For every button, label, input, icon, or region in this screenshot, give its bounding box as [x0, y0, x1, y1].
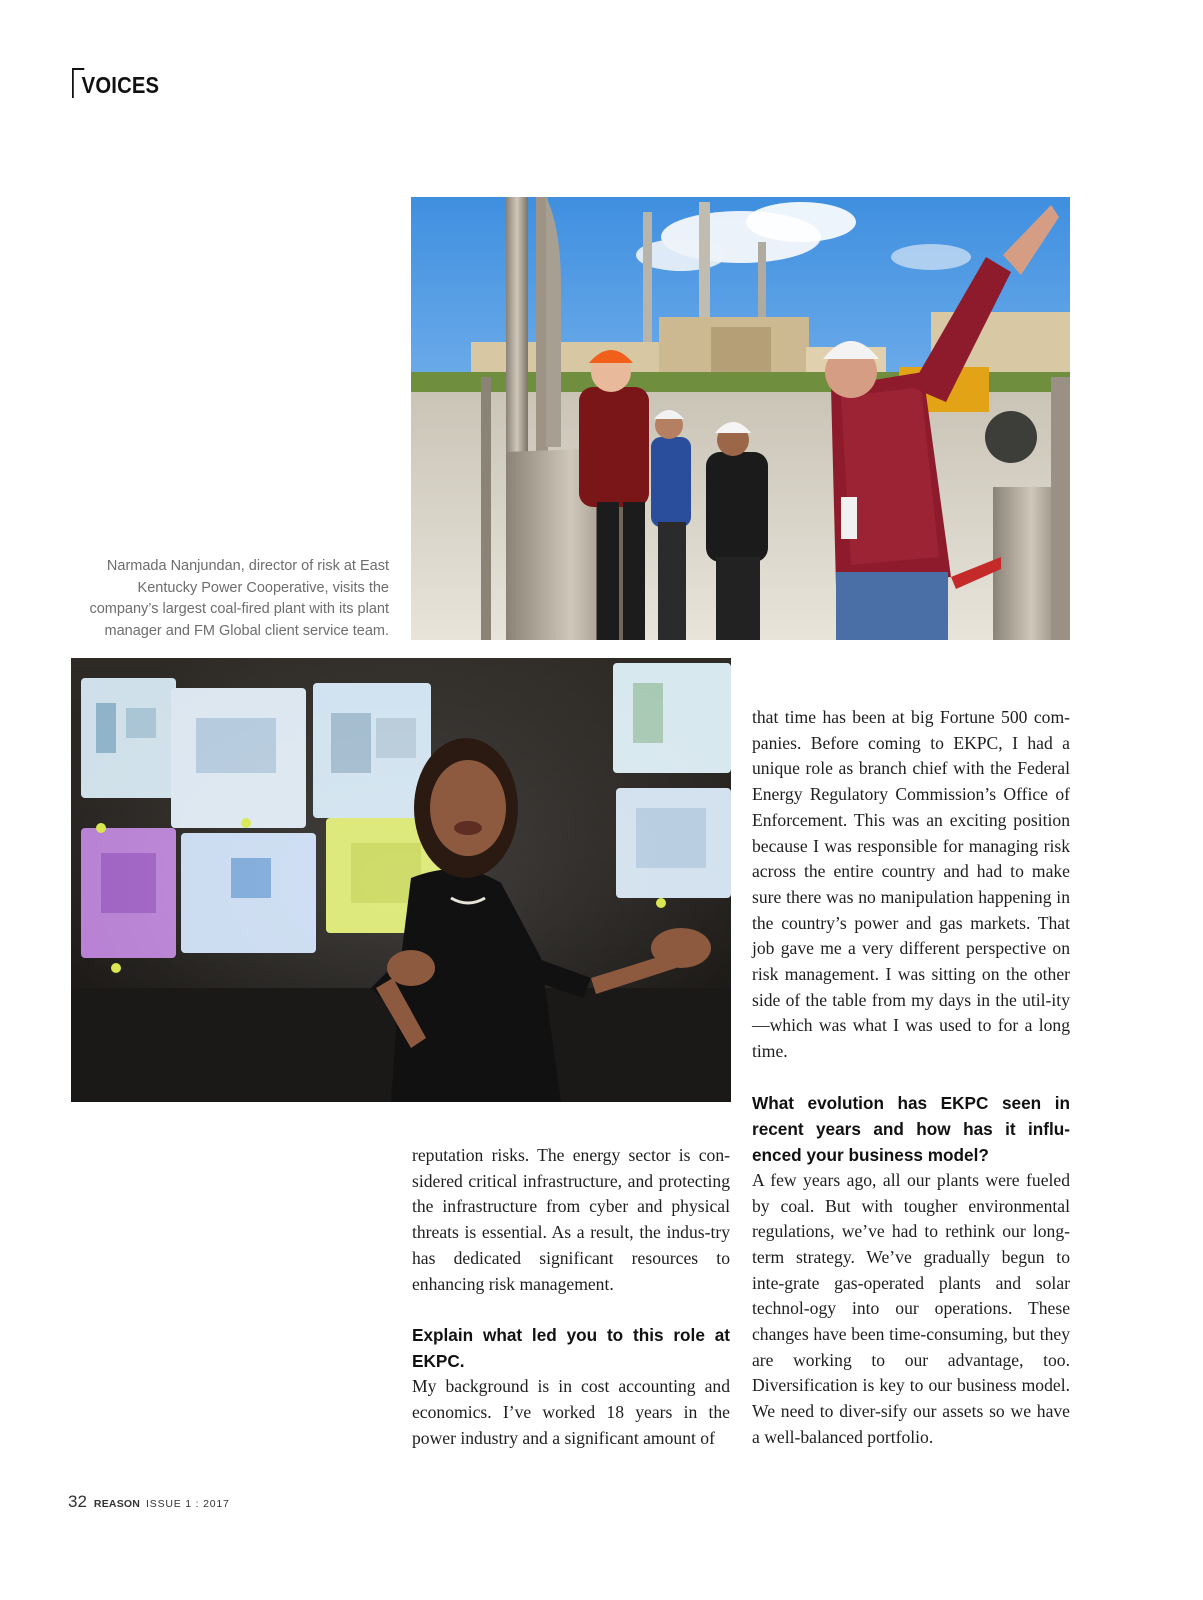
tag-corner-vertical [72, 68, 74, 98]
question-heading-1: Explain what led you to this role at EKPC. [412, 1325, 730, 1372]
article-column-left [412, 1143, 730, 1451]
issue-label: ISSUE 1 : 2017 [146, 1498, 230, 1510]
right-paragraph-1: that time has been at big Fortune 500 com-panies. Before coming to EKPC, I had a unique role as branch chief with the Federal Energy Regulatory Commission’s Office of Enforcement. This was an exciting position because I was responsible for managing risk across the entire country and had to make sure there was no manipulation happening in the country’s power and gas markets. That job gave me a very different perspective on risk management. I was sitting on the other side of the table from my days in the util-ity—which was what I was used to for a long time. [752, 707, 1070, 1062]
page-footer [68, 1492, 230, 1512]
control-room-photo [71, 658, 731, 1102]
left-paragraph-1: reputation risks. The energy sector is con-sidered critical infrastructure, and protecting the infrastructure from cyber and physical threats is essential. As a result, the indus-try has dedicated significant resources to enhancing risk management. [412, 1145, 730, 1294]
plant-visit-photo [411, 197, 1070, 640]
photo-caption: Narmada Nanjundan, director of risk at East Kentucky Power Cooperative, visits the company’s largest coal-fired plant with its plant manager and FM Global client service team. [89, 558, 389, 639]
publication-name: REASON [93, 1498, 141, 1510]
tag-corner-horizontal [72, 68, 84, 70]
left-paragraph-2: My background is in cost accounting and economics. I’ve worked 18 years in the power industry and a significant amount of [412, 1376, 730, 1448]
section-tag [72, 68, 159, 97]
page-number: 32 [68, 1492, 87, 1511]
right-paragraph-2: A few years ago, all our plants were fueled by coal. But with tougher environmental regulations, we’ve had to rethink our long-term strategy. We’ve gradually begun to inte-grate gas-operated plants and solar technol-ogy into our operations. These changes have been time-consuming, but they are working to our advantage, too. Diversification is key to our business model. We need to diver-sify our assets so we have a well-balanced portfolio. [752, 1169, 1070, 1447]
section-label: VOICES [81, 72, 160, 98]
question-heading-2: What evolution has EKPC seen in recent years and how has it influ-enced your business model? [752, 1092, 1070, 1165]
article-column-right [752, 705, 1070, 1451]
